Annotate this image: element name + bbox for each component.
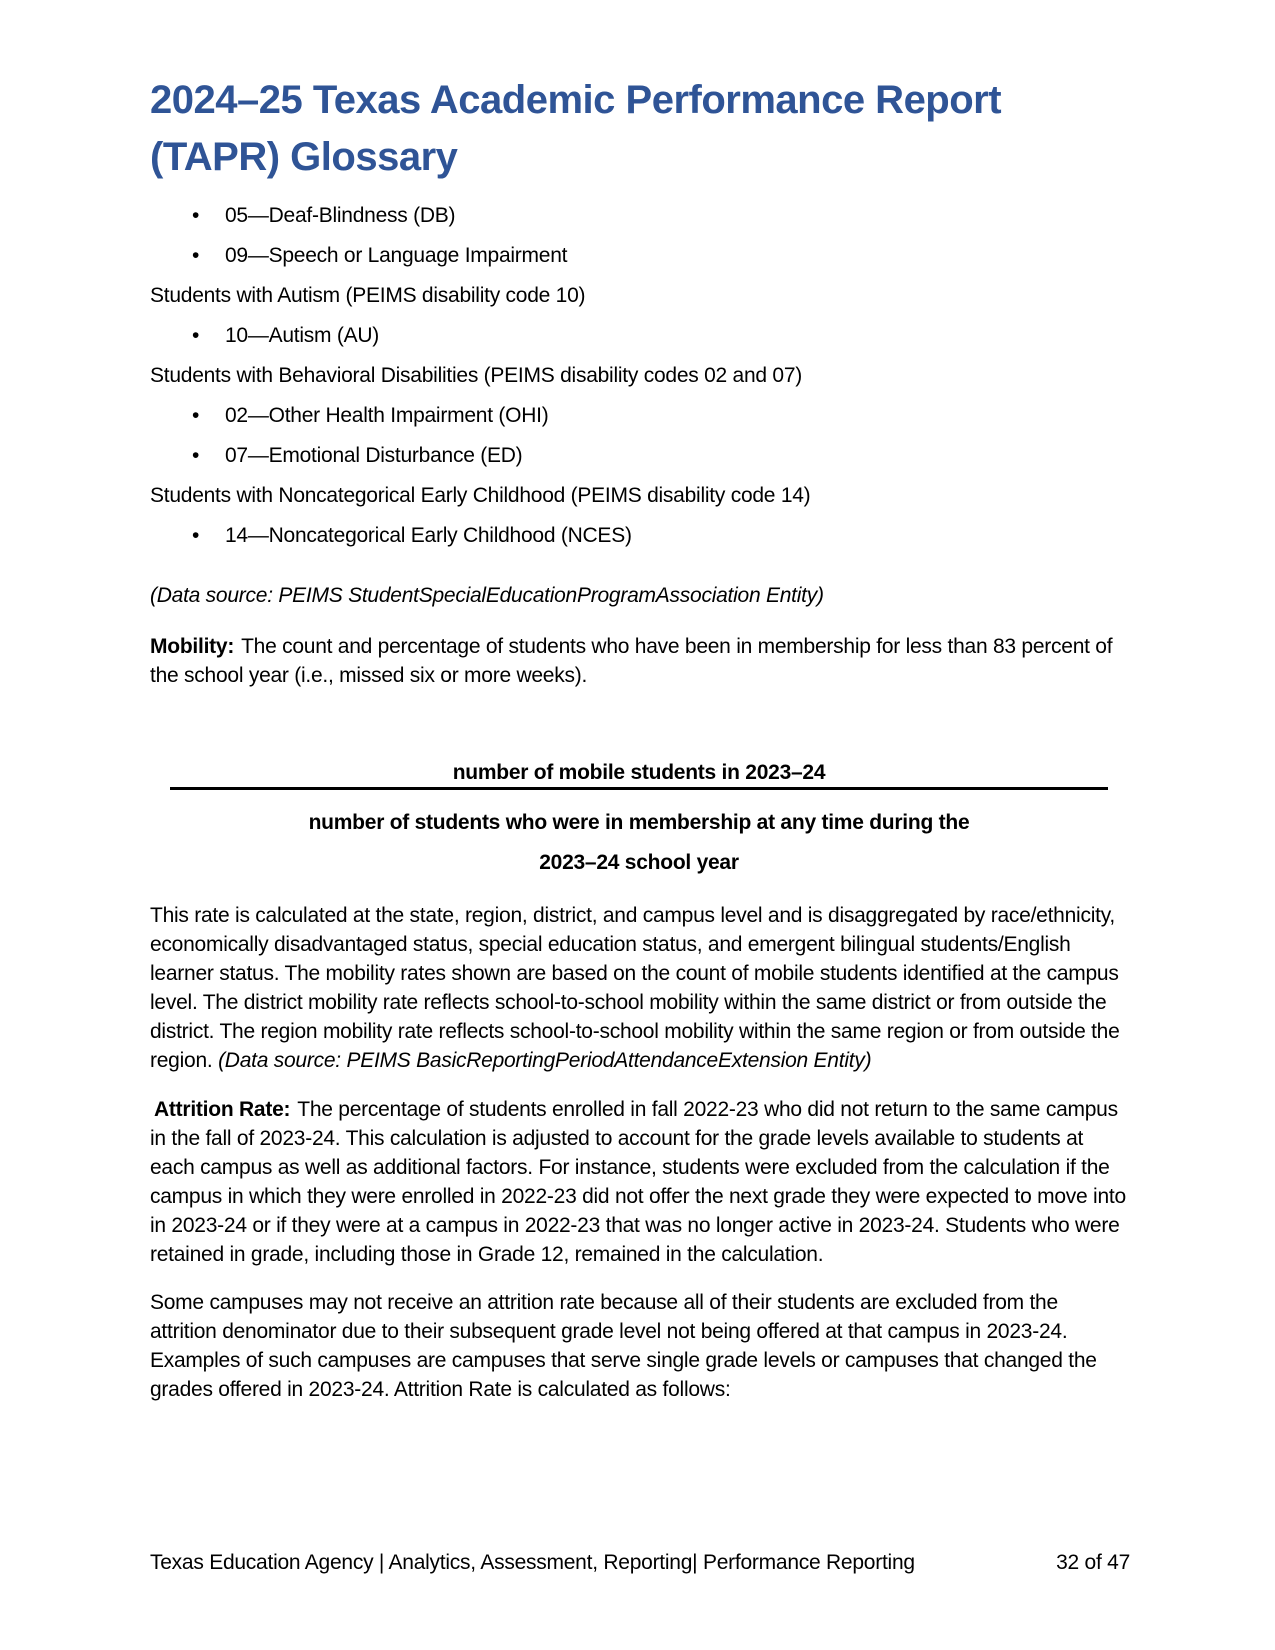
page-title-line2: (TAPR) Glossary (150, 135, 458, 179)
page-footer (150, 1548, 1130, 1577)
disability-bullet-list-a (150, 201, 1130, 270)
list-item-autism: • 10—Autism (AU) (150, 321, 1130, 350)
list-item-noncategorical: • 14—Noncategorical Early Childhood (NCES) (150, 521, 1130, 550)
mobility-definition (150, 632, 1130, 690)
formula-denominator-line1: number of students who were in membership at any time during the (308, 811, 970, 834)
autism-heading: Students with Autism (PEIMS disability code 10) (150, 284, 586, 307)
mobility-rate-formula (170, 758, 1108, 877)
list-item-emotional-disturbance: • 07—Emotional Disturbance (ED) (150, 441, 1130, 470)
list-item-other-health: • 02—Other Health Impairment (OHI) (150, 401, 1130, 430)
footer-agency-text: Texas Education Agency | Analytics, Assessment, Reporting| Performance Reporting (150, 1551, 915, 1574)
mobility-data-source-note: (Data source: PEIMS BasicReportingPeriodAttendanceExtension Entity) (218, 1049, 872, 1072)
formula-denominator-line2: 2023–24 school year (539, 851, 739, 874)
list-item-deaf-blindness: • 05—Deaf-Blindness (DB) (150, 201, 1130, 230)
attrition-note: Some campuses may not receive an attrition rate because all of their students are excluded from the attrition denominator due to their subsequent grade level not being offered at that campus in 2023-24. Examples of such campuses are campuses that serve single grade levels or campuses that changed the grades offered in 2023-24. Attrition Rate is calculated as follows: (150, 1291, 1097, 1401)
noncategorical-bullet-list (150, 521, 1130, 550)
attrition-term: Attrition Rate: (154, 1098, 291, 1121)
noncategorical-heading: Students with Noncategorical Early Childhood (PEIMS disability code 14) (150, 484, 811, 507)
mobility-description-text: This rate is calculated at the state, region, district, and campus level and is disaggregated by race/ethnicity, economically disadvantaged status, special education status, and emergent bilingual students/English learner status. The mobility rates shown are based on the count of mobile students identified at the campus level. The district mobility rate reflects school-to-school mobility within the same district or from outside the district. The region mobility rate reflects school-to-school mobility within the same region or from outside the region. (150, 904, 1120, 1072)
autism-bullet-list (150, 321, 1130, 350)
mobility-term: Mobility: (150, 635, 235, 658)
page-title-line1: 2024–25 Texas Academic Performance Report (150, 78, 1002, 122)
attrition-definition (150, 1095, 1130, 1269)
list-item-speech-language: • 09—Speech or Language Impairment (150, 241, 1130, 270)
footer-page-number: 32 of 47 (1056, 1551, 1130, 1574)
attrition-definition-text: The percentage of students enrolled in fall 2022-23 who did not return to the same campus in the fall of 2023-24. This calculation is adjusted to account for the grade levels available to students at each campus as well as additional factors. For instance, students were excluded from the calculation if the campus in which they were enrolled in 2022-23 did not offer the next grade they were expected to move into in 2023-24 or if they were at a campus in 2022-23 that was no longer active in 2023-24. Students who were retained in grade, including those in Grade 12, remained in the calculation. (150, 1098, 1126, 1266)
behavioral-heading: Students with Behavioral Disabilities (PEIMS disability codes 02 and 07) (150, 364, 803, 387)
formula-numerator: number of mobile students in 2023–24 (170, 758, 1108, 790)
mobility-definition-text: The count and percentage of students who have been in membership for less than 83 percent of the school year (i.e., missed six or more weeks). (150, 635, 1113, 687)
behavioral-bullet-list (150, 401, 1130, 470)
mobility-description (150, 901, 1130, 1075)
special-ed-data-source-note: (Data source: PEIMS StudentSpecialEducationProgramAssociation Entity) (150, 584, 824, 607)
page-title (150, 0, 1130, 186)
